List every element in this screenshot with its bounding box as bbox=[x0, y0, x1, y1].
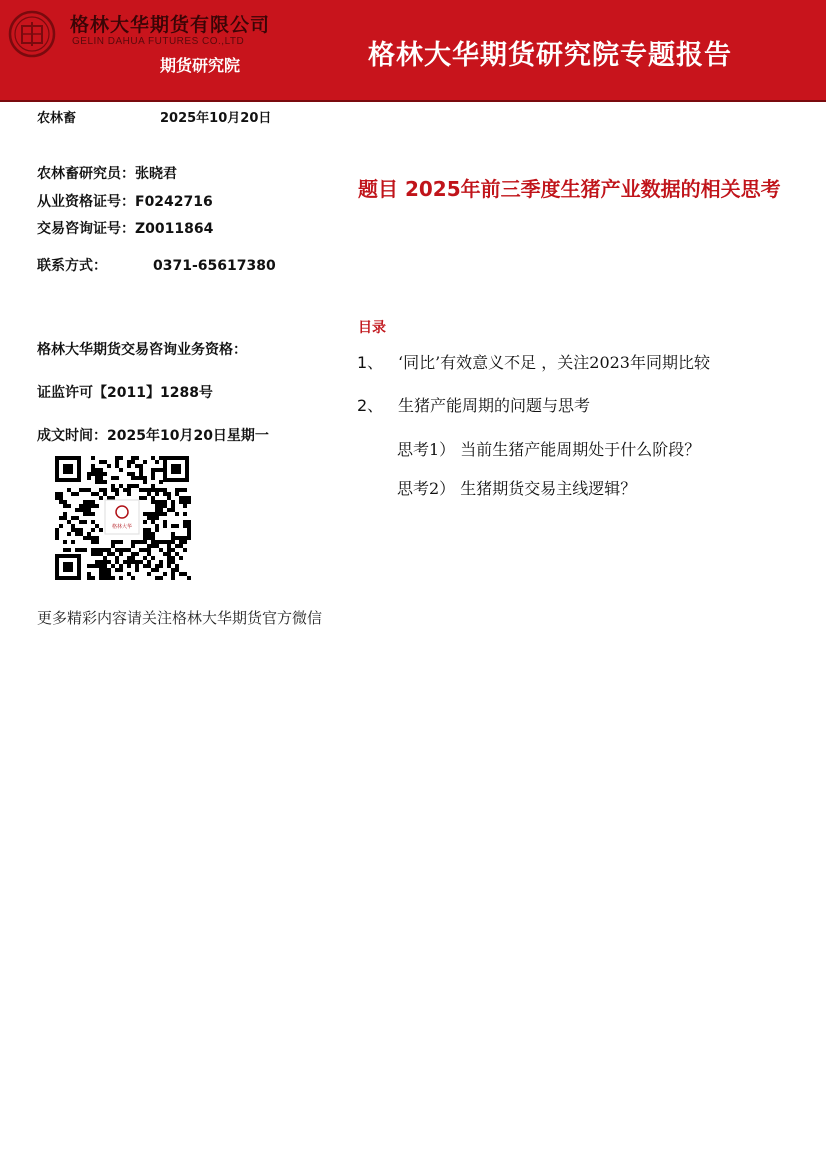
qualification-heading: 格林大华期货交易咨询业务资格： bbox=[37, 342, 247, 358]
written-time: 成文时间：2025年10月20日星期一 bbox=[37, 428, 269, 444]
researcher-line bbox=[37, 163, 177, 183]
qualification-license: 证监许可【2011】1288号 bbox=[37, 385, 213, 401]
follow-wechat-note: 更多精彩内容请关注格林大华期货官方微信 bbox=[37, 609, 323, 627]
report-header-band bbox=[0, 0, 826, 100]
toc-subitem-2[interactable] bbox=[397, 476, 636, 499]
contact-phone: 0371-65617380 bbox=[153, 258, 276, 274]
sector-label: 农林畜 bbox=[37, 111, 77, 126]
header-divider bbox=[0, 100, 826, 102]
researcher-name: 张晓君 bbox=[135, 166, 177, 182]
license-line bbox=[37, 191, 213, 211]
consult-line bbox=[37, 218, 213, 238]
toc-item-text: ‘同比’有效意义不足 ，关注2023年同期比较 bbox=[398, 353, 710, 372]
report-series-title: 格林大华期货研究院专题报告 bbox=[368, 40, 732, 71]
researcher-label: 农林畜研究员： bbox=[37, 166, 135, 182]
report-date: 2025年10月20日 bbox=[160, 111, 272, 126]
license-label: 从业资格证号： bbox=[37, 194, 135, 210]
consult-label: 交易咨询证号： bbox=[37, 221, 135, 237]
toc-item-2[interactable] bbox=[357, 393, 590, 416]
license-number: F0242716 bbox=[135, 194, 213, 210]
contact-label: 联系方式： bbox=[37, 258, 107, 274]
consult-number: Z0011864 bbox=[135, 221, 214, 237]
toc-item-number: 2、 bbox=[357, 396, 384, 415]
company-seal-logo bbox=[8, 10, 56, 58]
document-title: 题目 2025年前三季度生猪产业数据的相关思考 bbox=[358, 177, 781, 201]
wechat-qr-code bbox=[53, 454, 191, 582]
institute-name: 期货研究院 bbox=[160, 56, 241, 75]
toc-item-text: 生猪产能周期的问题与思考 bbox=[398, 396, 591, 415]
toc-subitem-text: 思考2） 生猪期货交易主线逻辑？ bbox=[397, 479, 637, 498]
toc-subitem-text: 思考1） 当前生猪产能周期处于什么阶段？ bbox=[397, 440, 701, 459]
company-name-en: GELIN DAHUA FUTURES CO.,LTD bbox=[72, 36, 245, 47]
company-name-cn: 格林大华期货有限公司 bbox=[70, 14, 271, 36]
toc-item-number: 1、 bbox=[357, 353, 384, 372]
toc-subitem-1[interactable] bbox=[397, 437, 700, 460]
contact-line bbox=[37, 255, 276, 275]
toc-heading: 目录 bbox=[358, 320, 386, 336]
qr-center-label: 格林大华 bbox=[111, 524, 133, 530]
toc-item-1[interactable] bbox=[357, 350, 710, 373]
